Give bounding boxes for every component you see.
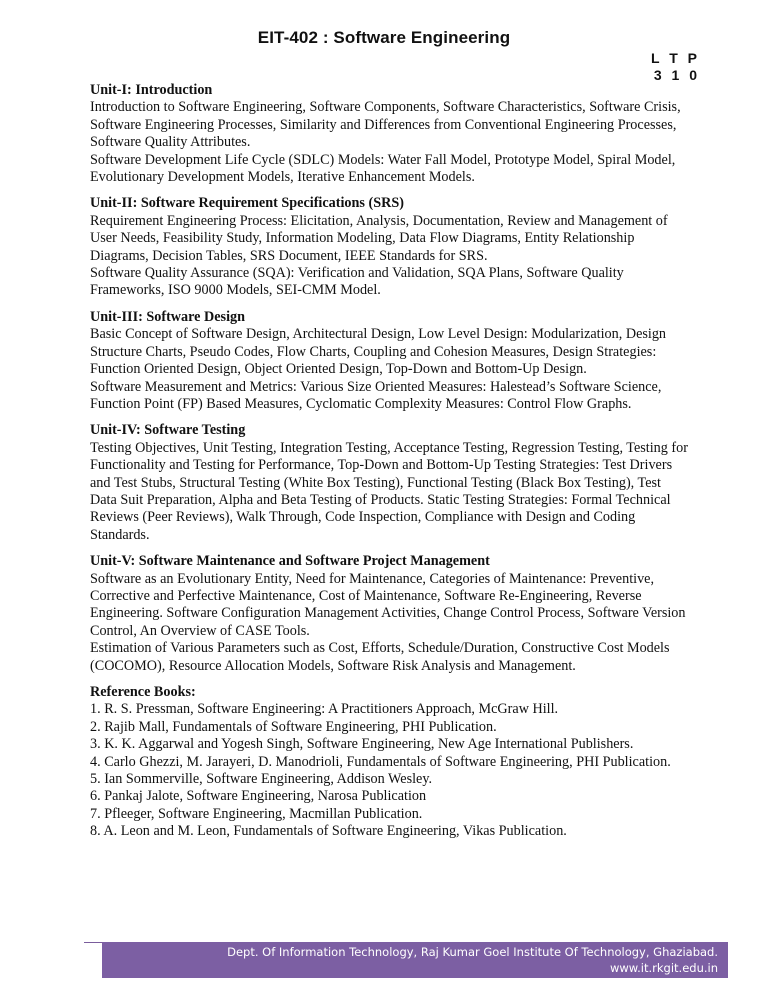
- ltp-block: [620, 50, 700, 84]
- unit-paragraph: Software Measurement and Metrics: Various Size Oriented Measures: Halestead’s Software Science, Function Point (FP) Based Measures, Cyclomatic Complexity Measures: Control Flow Graphs.: [90, 378, 662, 412]
- unit-heading: Unit-IV: Software Testing: [90, 422, 246, 439]
- unit-4: [90, 422, 690, 544]
- unit-paragraph: Requirement Engineering Process: Elicitation, Analysis, Documentation, Review and Management of User Needs, Feasibility Study, Information Modeling, Data Flow Diagrams, Entity Relationship Diagrams, Decision Tables, SRS Document, IEEE Standards for SRS.: [90, 212, 668, 264]
- reference-item: 2. Rajib Mall, Fundamentals of Software Engineering, PHI Publication.: [90, 718, 497, 735]
- unit-paragraph: Introduction to Software Engineering, Software Components, Software Characteristics, Software Crisis, Software Engineering Processes, Similarity and Differences from Conventional Engineering Processes, Software Quality Attributes.: [90, 99, 681, 151]
- unit-paragraph: Software Development Life Cycle (SDLC) Models: Water Fall Model, Prototype Model, Spiral Model, Evolutionary Development Models, Iterative Enhancement Models.: [90, 151, 676, 186]
- footer-department: Dept. Of Information Technology, Raj Kumar Goel Institute Of Technology, Ghaziabad.: [227, 945, 718, 959]
- page-title: EIT-402 : Software Engineering: [257, 28, 511, 47]
- unit-3: [90, 309, 690, 413]
- ltp-label: L T P: [651, 50, 700, 66]
- unit-paragraph: Basic Concept of Software Design, Architectural Design, Low Level Design: Modularization, Design Structure Charts, Pseudo Codes, Flow Charts, Coupling and Cohesion Measures, Design Strategies: Function Oriented Design, Object Oriented Design, Top-Down and Bottom-Up Design.: [90, 326, 667, 378]
- reference-books: [90, 684, 690, 841]
- unit-heading: Unit-II: Software Requirement Specifications (SRS): [90, 195, 404, 212]
- unit-paragraph: Software as an Evolutionary Entity, Need for Maintenance, Categories of Maintenance: Preventive, Corrective and Perfective Maintenance, Cost of Maintenance, Software Re-Engineering, Reverse Engineering. Software Configuration Management Activities, Change Control Process, Software Version Control, An Overview of CASE Tools.: [90, 570, 686, 639]
- footer-banner: [102, 942, 728, 978]
- reference-item: 5. Ian Sommerville, Software Engineering, Addison Wesley.: [90, 771, 433, 788]
- footer-divider: [84, 942, 104, 943]
- unit-paragraph: Testing Objectives, Unit Testing, Integration Testing, Acceptance Testing, Regression Testing, Testing for Functionality and Testing for Performance, Top-Down and Bottom-Up Testing Strategies: Test Drivers and Test Stubs, Structural Testing (White Box Testing), Functional Testing (Black Box Testing), Test Data Suit Preparation, Alpha and Beta Testing of Products. Static Testing Strategies: Formal Technical Reviews (Peer Reviews), Walk Through, Code Inspection, Compliance with Design and Coding Standards.: [90, 439, 688, 543]
- references-heading: Reference Books:: [90, 684, 196, 700]
- reference-item: 6. Pankaj Jalote, Software Engineering, Narosa Publication: [90, 788, 427, 805]
- unit-paragraph: Estimation of Various Parameters such as Cost, Efforts, Schedule/Duration, Constructive Cost Models (COCOMO), Resource Allocation Models, Software Risk Analysis and Management.: [90, 640, 670, 674]
- unit-2: [90, 195, 690, 299]
- reference-item: 8. A. Leon and M. Leon, Fundamentals of Software Engineering, Vikas Publication.: [90, 823, 567, 840]
- unit-heading: Unit-I: Introduction: [90, 82, 213, 98]
- unit-heading: Unit-III: Software Design: [90, 308, 246, 325]
- reference-item: 7. Pfleeger, Software Engineering, Macmillan Publication.: [90, 805, 423, 822]
- syllabus-content: [90, 82, 690, 850]
- unit-paragraph: Software Quality Assurance (SQA): Verification and Validation, SQA Plans, Software Quality Frameworks, ISO 9000 Models, SEI-CMM Model.: [90, 265, 624, 299]
- footer-website-link[interactable]: www.it.rkgit.edu.in: [609, 961, 718, 975]
- unit-heading: Unit-V: Software Maintenance and Software Project Management: [90, 553, 490, 570]
- unit-5: [90, 553, 690, 675]
- ltp-values: 3 1 0: [653, 67, 700, 83]
- unit-1: [90, 82, 690, 186]
- reference-item: 1. R. S. Pressman, Software Engineering: A Practitioners Approach, McGraw Hill.: [90, 701, 559, 718]
- reference-item: 3. K. K. Aggarwal and Yogesh Singh, Software Engineering, New Age International Publishers.: [90, 736, 634, 753]
- reference-item: 4. Carlo Ghezzi, M. Jarayeri, D. Manodrioli, Fundamentals of Software Engineering, PHI Publication.: [90, 753, 671, 770]
